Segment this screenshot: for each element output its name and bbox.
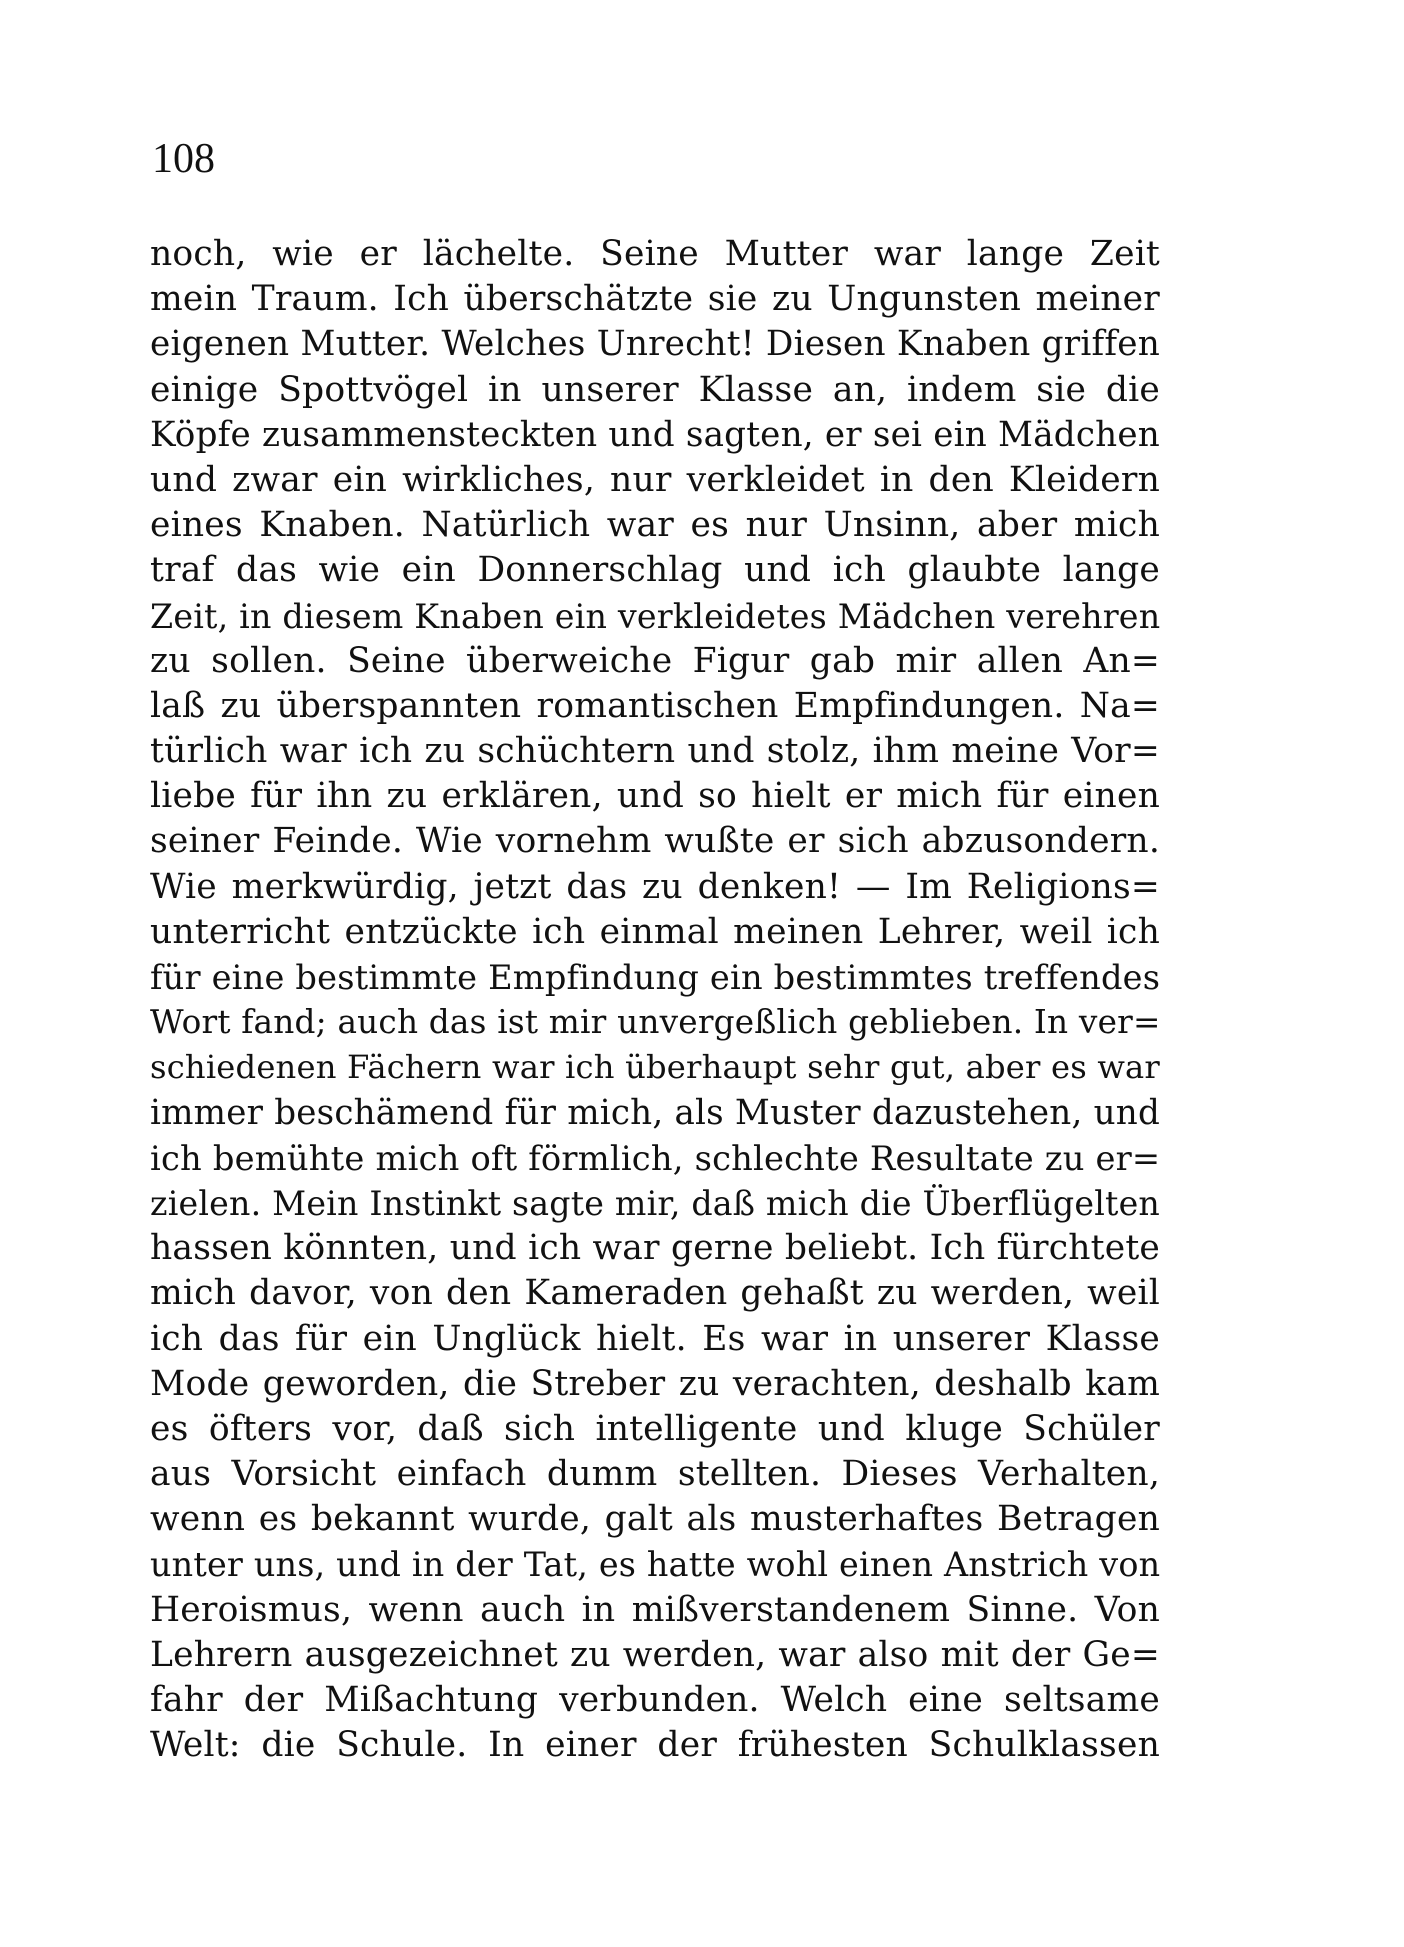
text-line: mich davor, von den Kameraden gehaßt zu werden, weil [150,1273,1160,1314]
text-line: zielen. Mein Instinkt sagte mir, daß mich die Überflügelten [150,1183,1160,1223]
text-line: eines Knaben. Natürlich war es nur Unsinn, aber mich [150,505,1160,546]
text-line: Zeit, in diesem Knaben ein verkleidetes Mädchen verehren [150,596,1161,636]
text-line: aus Vorsicht einfach dumm stellten. Dieses Verhalten, [150,1454,1160,1495]
body-text [150,232,1160,1768]
text-line: Wort fand; auch das ist mir unvergeßlich geblieben. In ver= [150,1003,1161,1042]
text-line: traf das wie ein Donnerschlag und ich glaubte lange [150,550,1160,591]
text-line: Wie merkwürdig, jetzt das zu denken! — Im Religions= [150,866,1160,907]
text-line: Welt: die Schule. In einer der frühesten Schulklassen [150,1725,1160,1766]
text-line: schiedenen Fächern war ich überhaupt sehr gut, aber es war [150,1048,1160,1087]
text-line: fahr der Mißachtung verbunden. Welch eine seltsame [150,1680,1160,1720]
text-line: wenn es bekannt wurde, galt als musterhaftes Betragen [150,1499,1160,1540]
text-line: immer beschämend für mich, als Muster dazustehen, und [150,1092,1160,1133]
text-line: zu sollen. Seine überweiche Figur gab mir allen An= [150,640,1160,681]
text-line: Heroismus, wenn auch in mißverstandenem Sinne. Von [150,1589,1160,1630]
text-line: unter uns, und in der Tat, es hatte wohl einen Anstrich von [150,1545,1161,1585]
text-line: hassen könnten, und ich war gerne beliebt. Ich fürchtete [150,1228,1160,1269]
text-line: und zwar ein wirkliches, nur verkleidet in den Kleidern [150,459,1160,500]
text-line: liebe für ihn zu erklären, und so hielt er mich für einen [150,776,1160,817]
text-line: ich das für ein Unglück hielt. Es war in unserer Klasse [150,1318,1160,1359]
text-line: türlich war ich zu schüchtern und stolz, ihm meine Vor= [150,731,1160,772]
text-line: unterricht entzückte ich einmal meinen Lehrer, weil ich [150,911,1160,952]
text-line: eigenen Mutter. Welches Unrecht! Diesen Knaben griffen [150,324,1160,365]
text-line: mein Traum. Ich überschätzte sie zu Ungunsten meiner [150,279,1160,320]
text-line: einige Spottvögel in unserer Klasse an, indem sie die [150,369,1160,410]
text-line: laß zu überspannten romantischen Empfindungen. Na= [150,685,1160,726]
text-line: Köpfe zusammensteckten und sagten, er sei ein Mädchen [150,414,1160,455]
text-line: ich bemühte mich oft förmlich, schlechte Resultate zu er= [150,1138,1161,1178]
text-line: seiner Feinde. Wie vornehm wußte er sich abzusondern. [150,821,1160,862]
page-number: 108 [152,136,215,182]
text-line: für eine bestimmte Empfindung ein bestimmtes treffendes [150,958,1161,997]
text-line: Mode geworden, die Streber zu verachten, deshalb kam [150,1363,1160,1404]
text-line: noch, wie er lächelte. Seine Mutter war lange Zeit [150,234,1160,274]
text-line: Lehrern ausgezeichnet zu werden, war also mit der Ge= [150,1634,1160,1675]
text-line: es öfters vor, daß sich intelligente und kluge Schüler [150,1408,1160,1449]
